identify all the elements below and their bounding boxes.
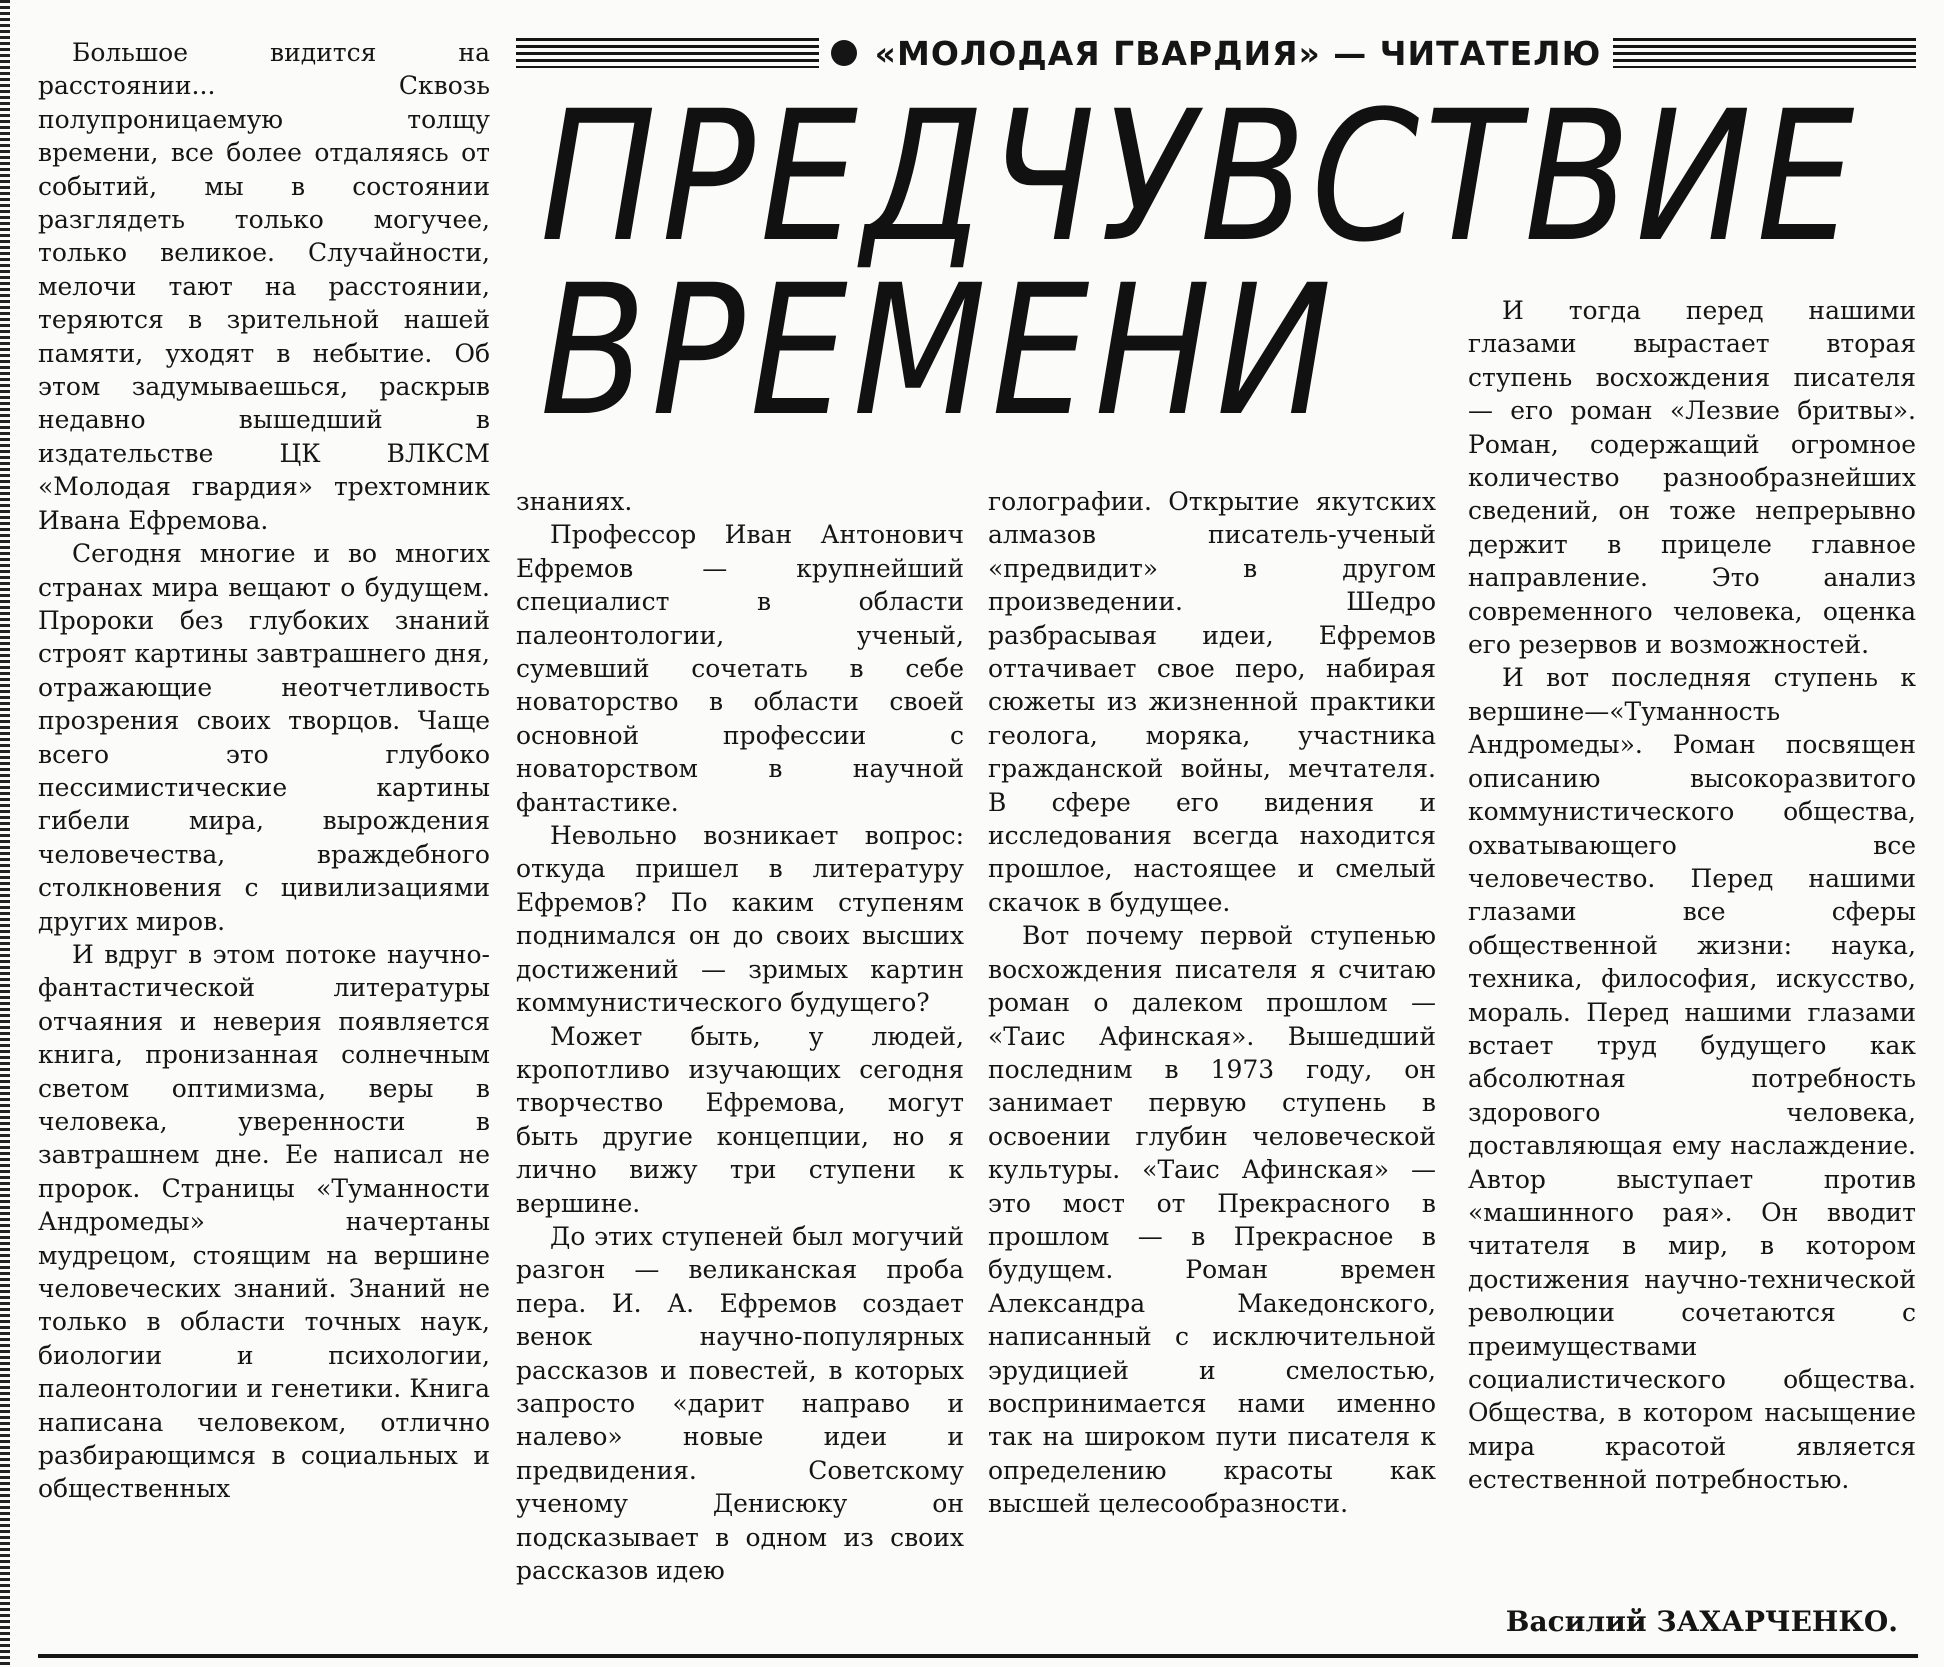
paragraph: И вот последняя ступень к вершине—«Туманность Андромеды». Роман посвящен описанию высокоразвитого коммунистического общества, охватывающего все человечество. Перед нашими глазами все сферы общественной жизни: наука, техника, философия, искусство, мораль. Перед нашими глазами встает труд будущего как абсолютная потребность здорового человека, доставляющая ему наслаждение. Автор выступает против «машинного рая». Он вводит читателя в мир, в котором достижения научно-технической революции сочетаются с преимуществами социалистического общества. Общества, в котором насыщение мира красотой является естественной потребностью. [1468,663,1916,1495]
paragraph: голографии. Открытие якутских алмазов писатель-ученый «предвидит» в другом произведении. Шедро разбрасывая идеи, Ефремов оттачивает свое перо, набирая сюжеты из жизненной практики геолога, моряка, участника гражданской войны, мечтателя. В сфере его видения и исследования всегда находится прошлое, настоящее и смелый скачок в будущее. [988,487,1436,917]
heading-rules-left [516,38,819,68]
paragraph: Вот почему первой ступенью восхождения писателя я считаю роман о далеком прошлом — «Таис Афинская». Вышедший последним в 1973 году, он занимает первую ступень в освоении глубин человеческой культуры. «Таис Афинская» — это мост от Прекрасного в прошлом — в Прекрасное в будущем. Роман времен Александра Македонского, написанный с исключительной эрудицией и смелостью, воспринимается нами именно так на широком пути писателя к определению красоты как высшей целесообразности. [988,921,1436,1519]
article-title-line-1: ПРЕДЧУВСТВИЕ [540,73,1860,282]
paragraph: Большое видится на расстоянии... Сквозь полупроницаемую толщу времени, все более отдаляясь от событий, мы в состоянии разглядеть только могучее, только великое. Случайности, мелочи тают на расстоянии, теряются в зрительной нашей памяти, уходят в небытие. Об этом задумываешься, раскрыв недавно вышедший в издательстве ЦК ВЛКСМ «Молодая гвардия» трехтомник Ивана Ефремова. [38,38,490,535]
paragraph: До этих ступеней был могучий разгон — великанская проба пера. И. А. Ефремов создает венок научно-популярных рассказов и повестей, в которых запросто «дарит направо и налево» новые идеи и предвидения. Советскому ученому Денисюку он подсказывает в одном из своих рассказов идею [516,1221,964,1585]
article-column-3 [988,485,1436,1648]
heading-rules-right [1613,38,1916,68]
heading-label: «МОЛОДАЯ ГВАРДИЯ» — ЧИТАТЕЛЮ [874,33,1602,73]
bullet-icon [831,40,857,66]
paragraph: Сегодня многие и во многих странах мира вещают о будущем. Пророки без глубоких знаний строят картины завтрашнего дня, отражающие неотчетливость прозрения своих творцов. Чаще всего это глубоко пессимистические картины гибели мира, вырождения человечества, враждебного столкновения с цивилизациями других миров. [38,539,490,936]
paragraph: Невольно возникает вопрос: откуда пришел в литературу Ефремов? По каким ступеням поднимался он до своих высших достижений — зримых картин коммунистического будущего? [516,821,964,1018]
bottom-rule [38,1654,1918,1658]
article-column-1 [38,36,490,1648]
paragraph: И вдруг в этом потоке научно-фантастической литературы отчаяния и неверия появляется книга, пронизанная солнечным светом оптимизма, веры в человека, уверенности в завтрашнем дне. Ее написал не пророк. Страницы «Туманности Андромеды» начертаны мудрецом, стоящим на вершине человеческих знаний. Знаний не только в области точных наук, биологии и психологии, палеонтологии и генетики. Книга написана человеком, отлично разбирающимся в социальных и общественных [38,939,490,1504]
paragraph: знаниях. [516,487,633,516]
paragraph: Может быть, у людей, кропотливо изучающих сегодня творчество Ефремова, могут быть другие концепции, но я лично вижу три ступени к вершине. [516,1021,964,1218]
paragraph: Профессор Иван Антонович Ефремов — крупнейший специалист в области палеонтологии, ученый, сумевший сочетать в себе новаторство в области своей основной профессии с новаторством в научной фантастике. [516,520,964,817]
article-column-2 [516,485,964,1648]
paragraph: И тогда перед нашими глазами вырастает вторая ступень восхождения писателя — его роман «Лезвие бритвы». Роман, содержащий огромное количество разнообразнейших сведений, он тоже непрерывно держит в прицеле главное направление. Это анализ современного человека, оценка его резервов и возможностей. [1468,296,1916,660]
article-column-4 [1468,294,1916,1648]
author-signature: Василий ЗАХАРЧЕНКО. [1505,1605,1898,1638]
article-title-line-2: ВРЕМЕНИ [540,247,1338,456]
section-heading [516,30,1916,76]
page-edge [0,0,10,1667]
